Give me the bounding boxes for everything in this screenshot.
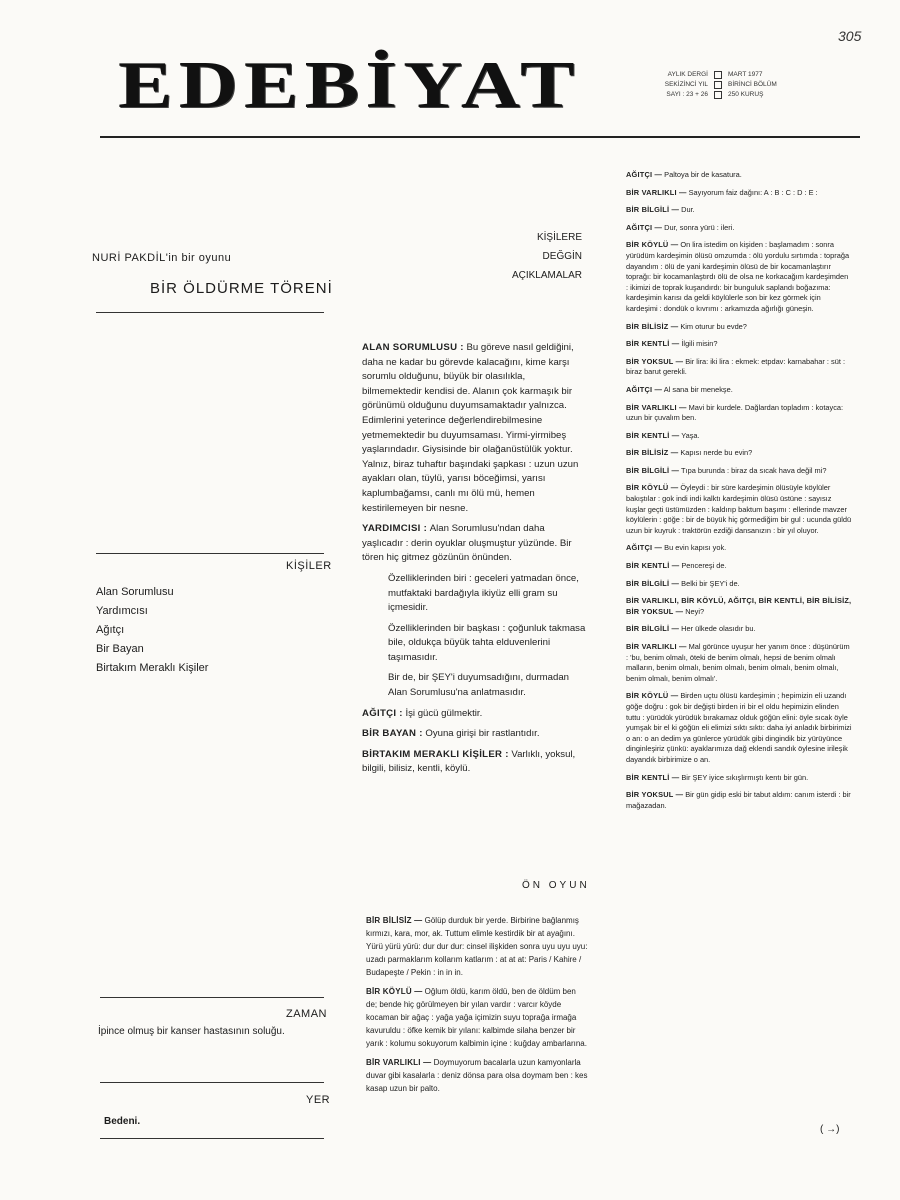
- dialogue-text: Yaşa.: [681, 430, 700, 440]
- dialogue-text: Bu evin kapısı yok.: [664, 543, 727, 553]
- speaker: BİR KENTLİ —: [626, 561, 680, 571]
- dialogue-line: [626, 561, 852, 572]
- speaker: BİR KÖYLÜ —: [626, 240, 679, 250]
- dialogue-line: [626, 385, 852, 396]
- notes-heading: [510, 228, 582, 285]
- dialogue-text: Paltoya bir de kasatura.: [664, 170, 742, 179]
- preplay-dialogue: [366, 914, 588, 1101]
- dialogue-text: Mavi bir kurdele. Dağlardan topladım : kotayca: uzun bir çuvalım ben.: [626, 402, 844, 423]
- divider: [96, 553, 324, 554]
- dialogue-text: Sayıyorum faiz dağını: A : B : C : D : E :: [688, 187, 818, 197]
- dialogue-line: [626, 240, 852, 314]
- cast-heading: KİŞİLER: [286, 560, 332, 572]
- preplay-heading: ÖN OYUN: [522, 880, 590, 891]
- dialogue-text: Neyi?: [685, 606, 705, 616]
- speaker: BİR VARLIKLI —: [626, 402, 687, 412]
- character-notes: [362, 341, 586, 783]
- dialogue-line: [626, 773, 852, 784]
- dialogue-line: [626, 205, 852, 216]
- dialogue-line: [626, 543, 852, 554]
- speaker: AĞITÇI —: [626, 170, 663, 179]
- dialogue-text: İlgili misin?: [681, 339, 718, 349]
- speaker: BİR VARLIKLI —: [626, 642, 687, 651]
- note-block: [362, 748, 586, 777]
- issue-info-row: [640, 90, 777, 100]
- note-block: [362, 727, 586, 742]
- notes-heading-line: DEĞGİN: [542, 251, 582, 262]
- speaker: BİR BİLİSİZ —: [366, 916, 423, 925]
- speaker: BİR VARLIKLI —: [626, 187, 687, 197]
- speaker: BİR KENTLİ —: [626, 339, 680, 349]
- dialogue-line: [626, 483, 852, 536]
- magazine-masthead: EDEBİYAT: [118, 47, 581, 122]
- dialogue-text: Mal görünce uyuşur her yanım önce : düşünürüm : 'bu, benim olmalı, öteki de benim olmalı, hepsi de benim olmalı malların, benim olmalı, benim olmalı, benim olmalı, benim olmalı, benim olmalı, benim olmalı'.: [626, 642, 850, 683]
- speaker: BİR KÖYLÜ —: [626, 691, 679, 701]
- dialogue-line: [626, 403, 852, 424]
- dialogue-line: [626, 188, 852, 199]
- speaker: BİR YOKSUL —: [626, 790, 684, 800]
- dialogue-text: On lira istedim on kişiden : başlamadım : sonra yürüdüm kardeşimin ölüsü omzumda : ölü yordulu sırtımda : toprağa dayandım : ölü de yani kardeşimin ölüsü de bir kocamanlaştırır toprağı: bir kocamanlaştırdı ölü de olsa ne korkacağım kardeşimden : ikimizi de toprak kuşandırdı: bir bunguluk saplandı boğazıma: kardeşimin karısı da geldi köylülerle son bir kez görmek için kardeşimi : dondük o kıvrımı : arkamızda ağırlığı güneşin.: [626, 240, 850, 313]
- dialogue-line: [626, 223, 852, 234]
- byline: NURİ PAKDİL'in bir oyunu: [92, 252, 232, 264]
- dialogue-text: Pencereşi de.: [681, 561, 727, 571]
- speaker: AĞITÇI —: [626, 384, 663, 394]
- cast-item: Ağıtçı: [96, 624, 125, 636]
- time-text: İpince olmuş bir kanser hastasının soluğu.: [98, 1026, 285, 1037]
- dialogue-line: [626, 431, 852, 442]
- dialogue-line: [626, 339, 852, 350]
- note-block: Bir de, bir ŞEY'i duyumsadığını, durmadan Alan Sorumlusu'na anlatmasıdır.: [388, 672, 570, 699]
- note-text: Bu göreve nasıl geldiğini, daha ne kadar bu görevde kalacağını, kime karşı sorumlu olduğunu, büyük bir olasılıkla, bilmemektedir kendisi de. Alanın çok karmaşık bir görünümü olduğunu duyumsamaktadır yalnızca. Edimlerini yeterince değerlendirebilmesine yetmemektedir bu duyumsaması. Yirmi-yirmibeş yaşlarındadır. Giysisinde bir olağanüstülük yoktur. Yalnız, biraz tuhaftır başındaki şapkası : uzun uzun ayakları olan, tüylü, yarısı böceğimsi, yarısı kaplumbağamsı, canlı mı ölü mü, hemen kestirilemeyen bir nesne.: [362, 342, 579, 514]
- issue-info-row: [640, 70, 777, 80]
- play-title: BİR ÖLDÜRME TÖRENİ: [150, 280, 333, 297]
- speaker: BİR KENTLİ —: [626, 430, 680, 440]
- dialogue-text: Bir gün gidip eski bir tabut aldım: canım isterdi : bir mağazadan.: [626, 790, 851, 810]
- note-text: Alan Sorumlusu'ndan daha yaşlıcadır : derin oyuklar oluşmuştur yüzünde. Bir tören hiç gitmez gözünün önünden.: [362, 523, 572, 564]
- cast-item: Birtakım Meraklı Kişiler: [96, 662, 209, 674]
- dialogue-text: Her ülkede olasıdır bu.: [681, 624, 756, 634]
- dialogue-line: [626, 170, 852, 181]
- time-heading: ZAMAN: [286, 1008, 327, 1020]
- divider: [96, 312, 324, 313]
- note-text: Oyuna girişi bir rastlantıdır.: [425, 728, 540, 740]
- dialogue-line: [366, 1056, 588, 1095]
- dialogue-line: [626, 642, 852, 684]
- issue-info-left: SEKİZİNCİ YIL: [664, 81, 708, 88]
- speaker: AĞITÇI —: [626, 222, 663, 232]
- issue-info-left: SAYI : 23 + 26: [666, 91, 708, 98]
- page-number: 305: [838, 28, 862, 44]
- checkbox-icon: [714, 91, 722, 99]
- speaker: BİR BAYAN :: [362, 728, 423, 740]
- speaker: BİR YOKSUL —: [626, 356, 684, 366]
- dialogue-text: Dur.: [681, 205, 695, 215]
- issue-info: [640, 70, 777, 100]
- cast-item: Yardımcısı: [96, 605, 148, 617]
- speaker: ALAN SORUMLUSU :: [362, 342, 464, 353]
- issue-info-right: 250 KURUŞ: [728, 91, 764, 98]
- dialogue-text: Gölüp durduk bir yerde. Birbirine bağlanmış kırmızı, kara, mor, ak. Tuttum elimle kestirdik bir at ayağını. Yürü yürü yürü: dur dur dur: cinsel ilişkiden sonra uyu uyu uyu: uzadı parmaklarım kollarım katlarım : at at at: Paris / Kahire / Budapeşte / Pekin : in in in.: [366, 916, 588, 977]
- note-block: Özelliklerinden biri : geceleri yatmadan önce, mutfaktaki bardağıyla ikiyüz elli gram su içmesidir.: [388, 572, 579, 614]
- dialogue-text: Belki bir ŞEY'i de.: [681, 578, 740, 588]
- dialogue-text: Birden uçtu ölüsü kardeşimin ; hepimizin eli uzandı göğe doğru : gok bir değişti birden iri bir el oldu hepimizin elinden tuttu : yürüdük yürüdük bırakamaz olduk göğün elini: öyle sıcak öyle yumşak bir el ki göğün eli elimizi sıktı sıktı: daha iyi anladık birbirimizi o an: o an dedim ya günlerce yürüdük gibi dingindik biz yürüyünce dinginleşiriz çünkü: ayaklarımıza dağ eklendi sandık öylesine irileşik dayandık birbirimize o an.: [626, 691, 852, 764]
- notes-heading-line: KİŞİLERE: [536, 232, 582, 243]
- dialogue-text: Dur, sonra yürü : ileri.: [664, 222, 735, 232]
- divider: [100, 1138, 324, 1139]
- dialogue-text: Tıpa burunda : biraz da sıcak hava değil mi?: [681, 465, 827, 475]
- dialogue-line: [366, 985, 588, 1050]
- dialogue-text: Al sana bir menekşe.: [663, 384, 733, 394]
- speaker: YARDIMCISI :: [362, 523, 428, 535]
- issue-info-row: [640, 80, 777, 90]
- dialogue-text: Öyleydi : bir süre kardeşimin ölüsüyle köylüler bakıştılar : gok indi indi kalktı kardeşimin ölüsü üstüne : sayısız kuşlar geçti üstümüzden : kaldırıp baktum başımı : ellerinde mavzer köylülerin : göğe : bir de büyük hiç görmediğim bir gul : ucunda güldü uzun bir kuyruk : traktörün ezdiği dansanızın : bir yıl oluyor.: [626, 483, 852, 535]
- dialogue-text: Bir ŞEY iyice sıkışlırmıştı kentı bir gün.: [681, 772, 809, 782]
- dialogue-line: [626, 448, 852, 459]
- issue-info-right: BİRİNCİ BÖLÜM: [728, 81, 777, 88]
- speaker: BİR BİLGİLİ —: [626, 578, 680, 588]
- continued-marker: ( →): [820, 1124, 840, 1135]
- checkbox-icon: [714, 71, 722, 79]
- dialogue-text: Kim oturur bu evde?: [680, 321, 747, 331]
- cast-item: Alan Sorumlusu: [96, 586, 174, 598]
- dialogue-line: [626, 579, 852, 590]
- dialogue-line: [366, 914, 588, 979]
- dialogue-text: Doymuyorum bacalarla uzun kamyonlarla duvar gibi kasalarla : deniz dönsa para olsa doymam ben : kes kasap uzun bir palto.: [366, 1058, 588, 1093]
- speaker: BİR BİLGİLİ —: [626, 205, 680, 215]
- dialogue-column: [626, 170, 852, 818]
- speaker: BİR VARLIKLI —: [366, 1058, 432, 1067]
- speaker: BİR BİLİSİZ —: [626, 448, 679, 458]
- cast-item: Bir Bayan: [96, 643, 144, 655]
- speaker: AĞITÇI —: [626, 543, 663, 553]
- speaker: BİR BİLGİLİ —: [626, 465, 680, 475]
- speaker: BİR BİLİSİZ —: [626, 321, 679, 331]
- speaker: BİR KÖYLÜ —: [366, 987, 423, 996]
- divider: [100, 997, 324, 998]
- dialogue-line: [626, 596, 852, 617]
- dialogue-text: Oğlum öldü, karım öldü, ben de öldüm ben de; bende hiç görülmeyen bir yılan vardır : varcır köyde kocaman bir ağaç : yağa yağa içimizin suyu toprağa irmağa kavuruldu : öfke kemik bir yılanı: kalbimde silaha benzer bir yarık : kolumu sokuyorum kalbimin içine : kuğday ambarlarına.: [366, 987, 587, 1048]
- issue-info-left: AYLIK DERGİ: [667, 71, 708, 78]
- speaker: BİR VARLIKLI, BİR KÖYLÜ, AĞITÇI, BİR KENTLİ, BİR BİLİSİZ, BİR YOKSUL —: [626, 596, 852, 616]
- issue-info-right: MART 1977: [728, 71, 763, 78]
- note-text: İşi gücü gülmektir.: [405, 707, 483, 719]
- note-block: [362, 522, 586, 566]
- masthead-rule: [100, 136, 860, 138]
- notes-heading-line: AÇIKLAMALAR: [511, 270, 582, 281]
- speaker: BİR KÖYLÜ —: [626, 483, 679, 493]
- note-block: [362, 341, 586, 516]
- note-block: [362, 707, 586, 722]
- speaker: BİR BİLGİLİ —: [626, 624, 680, 634]
- dialogue-line: [626, 624, 852, 635]
- divider: [100, 1082, 324, 1083]
- dialogue-line: [626, 466, 852, 477]
- dialogue-line: [626, 790, 852, 811]
- place-heading: YER: [306, 1094, 331, 1106]
- note-block: Özelliklerinden bir başkası : çoğunluk takmasa bile, oldukça büyük tahta elduvenlerini taşımasıdır.: [388, 622, 586, 663]
- checkbox-icon: [714, 81, 722, 89]
- dialogue-text: Kapısı nerde bu evin?: [680, 448, 753, 458]
- cast-list: [96, 583, 208, 678]
- speaker: BİR KENTLİ —: [626, 772, 680, 782]
- dialogue-text: Bir lira: iki lira : ekmek: etpdav: karnabahar : süt : biraz barut gerekli.: [626, 356, 846, 377]
- speaker: BİRTAKIM MERAKLI KİŞİLER :: [362, 748, 509, 760]
- dialogue-line: [626, 691, 852, 765]
- dialogue-line: [626, 322, 852, 333]
- speaker: AĞITÇI :: [362, 707, 403, 719]
- dialogue-line: [626, 357, 852, 378]
- place-text: Bedeni.: [104, 1116, 141, 1127]
- note-text: Varlıklı, yoksul, bilgili, bilisiz, kentli, köylü.: [362, 748, 576, 775]
